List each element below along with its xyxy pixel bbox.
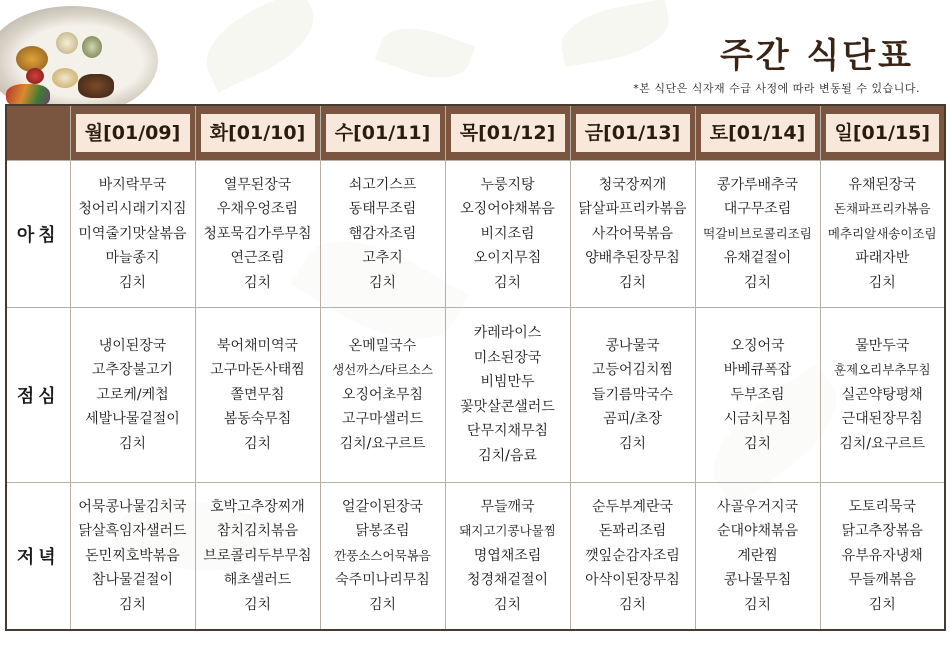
food-plate-image bbox=[0, 6, 158, 116]
meal-label: 저녁 bbox=[6, 483, 70, 630]
background-leaf bbox=[556, 0, 673, 67]
menu-cell bbox=[195, 307, 320, 483]
meal-row-breakfast bbox=[6, 161, 945, 308]
menu-item: 닭살파프리카볶음 bbox=[578, 201, 687, 218]
menu-item: 곰피/초장 bbox=[603, 411, 662, 428]
menu-cell bbox=[70, 483, 195, 630]
notice-text: *본 식단은 식자재 수급 사정에 따라 변동될 수 있습니다. bbox=[633, 82, 920, 95]
menu-item: 김치/요구르트 bbox=[839, 435, 926, 452]
menu-cell bbox=[320, 307, 445, 483]
menu-item: 우채우엉조림 bbox=[216, 201, 299, 218]
menu-item: 고추지 bbox=[362, 250, 403, 267]
menu-item: 얼갈이된장국 bbox=[341, 498, 424, 515]
menu-item: 생선까스/타르소스 bbox=[332, 362, 433, 378]
menu-item: 북어채미역국 bbox=[216, 337, 299, 354]
menu-item: 무들깨국 bbox=[480, 498, 535, 515]
menu-item: 김치 bbox=[118, 596, 147, 613]
menu-item: 고구마샐러드 bbox=[341, 411, 424, 428]
menu-cell bbox=[570, 161, 695, 308]
weekly-menu-table bbox=[5, 104, 946, 631]
day-header bbox=[570, 105, 695, 161]
menu-item: 온메밀국수 bbox=[348, 337, 417, 354]
menu-item: 오이지무침 bbox=[473, 250, 542, 267]
background-leaf bbox=[375, 16, 475, 90]
day-header bbox=[820, 105, 945, 161]
menu-item: 고추장불고기 bbox=[91, 362, 174, 379]
menu-item: 숙주미나리무침 bbox=[335, 572, 430, 589]
menu-cell bbox=[570, 483, 695, 630]
menu-item: 청국장찌개 bbox=[598, 176, 667, 193]
menu-item: 시금치무침 bbox=[723, 411, 792, 428]
menu-cell bbox=[195, 161, 320, 308]
menu-item: 김치 bbox=[743, 435, 772, 452]
menu-item: 실곤약탕평채 bbox=[841, 386, 923, 403]
menu-item: 순대야채볶음 bbox=[716, 523, 799, 540]
menu-item: 파래자반 bbox=[855, 250, 910, 267]
menu-item: 고등어김치찜 bbox=[591, 362, 674, 379]
menu-cell bbox=[820, 483, 945, 630]
day-header bbox=[195, 105, 320, 161]
menu-item: 열무된장국 bbox=[223, 176, 292, 193]
menu-item: 청경채겉절이 bbox=[466, 572, 549, 589]
header-row bbox=[6, 105, 945, 161]
menu-item: 참치김치볶음 bbox=[216, 523, 299, 540]
menu-cell bbox=[445, 307, 570, 483]
menu-item: 돼지고기콩나물찜 bbox=[459, 523, 556, 539]
menu-cell bbox=[70, 161, 195, 308]
menu-cell bbox=[820, 307, 945, 483]
menu-item: 꽃맛살콘샐러드 bbox=[460, 398, 555, 415]
corner-cell bbox=[6, 105, 70, 161]
side-dish bbox=[82, 36, 102, 58]
menu-item: 고구마돈사태찜 bbox=[210, 362, 305, 379]
menu-item: 양배추된장무침 bbox=[585, 250, 680, 267]
menu-item: 호박고추장찌개 bbox=[210, 498, 305, 515]
menu-cell bbox=[320, 161, 445, 308]
menu-item: 오징어야채볶음 bbox=[460, 201, 555, 218]
menu-item: 김치 bbox=[118, 435, 147, 452]
menu-cell bbox=[70, 307, 195, 483]
menu-item: 콩나물국 bbox=[605, 337, 660, 354]
menu-item: 청어리시래기지짐 bbox=[78, 201, 187, 218]
menu-item: 김치 bbox=[493, 596, 522, 613]
menu-cell bbox=[695, 307, 820, 483]
menu-item: 들기름막국수 bbox=[591, 386, 674, 403]
menu-item: 사각어묵볶음 bbox=[591, 225, 674, 242]
day-label: 금[01/13] bbox=[576, 114, 690, 152]
menu-item: 어묵콩나물김치국 bbox=[78, 498, 187, 515]
day-header bbox=[70, 105, 195, 161]
menu-cell bbox=[695, 161, 820, 308]
menu-item: 돈민찌호박볶음 bbox=[85, 547, 180, 564]
menu-item: 김치 bbox=[743, 274, 772, 291]
menu-cell bbox=[195, 483, 320, 630]
menu-item: 김치 bbox=[368, 274, 397, 291]
side-dish bbox=[78, 74, 114, 98]
menu-item: 물만두국 bbox=[855, 337, 910, 354]
menu-item: 두부조림 bbox=[730, 386, 785, 403]
menu-item: 오징어초무침 bbox=[341, 386, 424, 403]
menu-item: 유채겉절이 bbox=[723, 250, 792, 267]
menu-item: 무들깨볶음 bbox=[848, 572, 917, 589]
menu-item: 봄동숙무침 bbox=[223, 411, 292, 428]
day-label: 화[01/10] bbox=[201, 114, 315, 152]
menu-item: 쫄면무침 bbox=[230, 386, 285, 403]
menu-item: 바베큐폭잡 bbox=[723, 362, 792, 379]
day-header bbox=[445, 105, 570, 161]
menu-item: 김치/음료 bbox=[478, 447, 537, 464]
menu-item: 명엽채조림 bbox=[473, 547, 542, 564]
menu-item: 미소된장국 bbox=[473, 349, 542, 366]
background-leaf bbox=[193, 0, 327, 93]
menu-item: 메추리알새송이조림 bbox=[827, 225, 937, 241]
day-label: 토[01/14] bbox=[701, 114, 815, 152]
menu-item: 마늘종지 bbox=[105, 250, 160, 267]
menu-item: 근대된장무침 bbox=[841, 411, 923, 428]
menu-item: 대구무조림 bbox=[723, 201, 792, 218]
menu-item: 김치 bbox=[618, 435, 647, 452]
day-label: 월[01/09] bbox=[76, 114, 190, 152]
menu-item: 훈제오리부추무침 bbox=[833, 362, 931, 378]
meal-row-lunch bbox=[6, 307, 945, 483]
menu-item: 쇠고기스프 bbox=[348, 176, 417, 193]
menu-item: 김치 bbox=[868, 596, 896, 613]
menu-item: 카레라이스 bbox=[473, 325, 542, 342]
menu-item: 김치 bbox=[618, 274, 647, 291]
menu-item: 참나물겉절이 bbox=[91, 572, 174, 589]
menu-item: 김치 bbox=[868, 274, 896, 291]
menu-item: 떡갈비브로콜리조림 bbox=[703, 225, 812, 241]
menu-item: 연근조림 bbox=[230, 250, 285, 267]
menu-cell bbox=[320, 483, 445, 630]
menu-item: 유부유자냉채 bbox=[841, 547, 923, 564]
menu-cell bbox=[695, 483, 820, 630]
menu-item: 김치 bbox=[118, 274, 147, 291]
menu-item: 깻잎순감자조림 bbox=[585, 547, 680, 564]
menu-item: 청포묵김가루무침 bbox=[203, 225, 312, 242]
menu-item: 비빔만두 bbox=[480, 374, 535, 391]
menu-item: 미역줄기맛살볶음 bbox=[78, 225, 187, 242]
menu-cell bbox=[445, 483, 570, 630]
menu-item: 사골우거지국 bbox=[716, 498, 799, 515]
menu-item: 닭고추장볶음 bbox=[841, 523, 923, 540]
menu-item: 비지조림 bbox=[480, 225, 535, 242]
meal-row-dinner bbox=[6, 483, 945, 630]
menu-item: 콩가루배추국 bbox=[716, 176, 799, 193]
menu-item: 냉이된장국 bbox=[98, 337, 167, 354]
menu-item: 김치 bbox=[243, 274, 272, 291]
menu-item: 닭살흑임자샐러드 bbox=[78, 523, 187, 540]
menu-item: 닭봉조림 bbox=[355, 523, 410, 540]
menu-item: 유채된장국 bbox=[848, 176, 917, 193]
menu-item: 김치 bbox=[368, 596, 397, 613]
menu-item: 김치 bbox=[618, 596, 647, 613]
side-dish bbox=[56, 32, 78, 54]
menu-cell bbox=[570, 307, 695, 483]
menu-item: 동태무조림 bbox=[348, 201, 417, 218]
menu-item: 돈채파프리카볶음 bbox=[833, 201, 931, 217]
menu-item: 브로콜리두부무침 bbox=[203, 547, 312, 564]
menu-item: 오징어국 bbox=[730, 337, 785, 354]
side-dish bbox=[52, 68, 78, 88]
menu-item: 바지락무국 bbox=[98, 176, 167, 193]
menu-item: 김치/요구르트 bbox=[339, 435, 426, 452]
page-title: 주간 식단표 bbox=[719, 36, 914, 76]
menu-item: 단무지채무침 bbox=[466, 423, 549, 440]
menu-item: 고로케/케첩 bbox=[96, 386, 169, 403]
menu-cell bbox=[820, 161, 945, 308]
menu-item: 세발나물겉절이 bbox=[85, 411, 180, 428]
menu-item: 누룽지탕 bbox=[480, 176, 535, 193]
menu-item: 계란찜 bbox=[737, 547, 778, 564]
menu-item: 김치 bbox=[243, 596, 272, 613]
menu-item: 김치 bbox=[743, 596, 772, 613]
meal-label: 아침 bbox=[6, 161, 70, 308]
menu-item: 도토리묵국 bbox=[848, 498, 917, 515]
menu-item: 깐풍소스어묵볶음 bbox=[334, 547, 431, 563]
day-label: 수[01/11] bbox=[326, 114, 440, 152]
menu-item: 김치 bbox=[243, 435, 272, 452]
day-label: 목[01/12] bbox=[451, 114, 565, 152]
menu-item: 돈꽈리조림 bbox=[598, 523, 667, 540]
day-header bbox=[320, 105, 445, 161]
meal-label: 점심 bbox=[6, 307, 70, 483]
menu-item: 순두부계란국 bbox=[591, 498, 674, 515]
menu-item: 콩나물무침 bbox=[723, 572, 792, 589]
day-header bbox=[695, 105, 820, 161]
day-label: 일[01/15] bbox=[826, 114, 940, 152]
menu-cell bbox=[445, 161, 570, 308]
menu-item: 아삭이된장무침 bbox=[585, 572, 680, 589]
menu-item: 햄감자조림 bbox=[348, 225, 417, 242]
menu-item: 김치 bbox=[493, 274, 522, 291]
side-dish bbox=[26, 68, 44, 84]
menu-item: 해초샐러드 bbox=[223, 572, 292, 589]
